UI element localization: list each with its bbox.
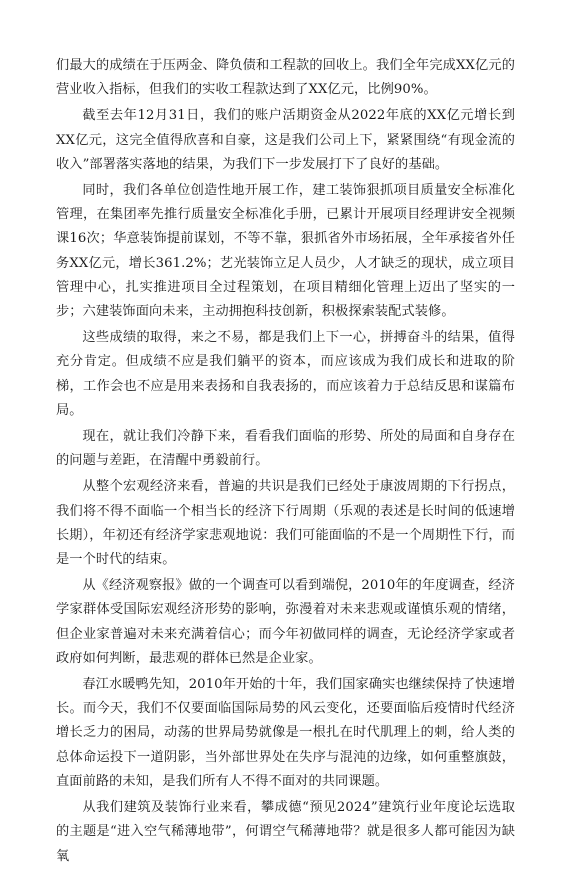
paragraph-4: 这些成绩的取得，来之不易，都是我们上下一心，拼搏奋斗的结果，值得充分肯定。但成绩不应是我们躺平的资本，而应该成为我们成长和进取的阶梯，工作会也不应是用来表扬和自我表扬的，而应该着力于总结反思和谋篇布局。	[56, 330, 515, 418]
paragraph-5: 现在，就让我们冷静下来，看看我们面临的形势、所处的局面和自身存在的问题与差距，在清醒中勇毅前行。	[56, 429, 515, 469]
paragraph-1: 们最大的成绩在于压两金、降负债和工程款的回收上。我们全年完成XX亿元的营业收入指标，但我们的实收工程款达到了XX亿元，比例90%。	[56, 58, 515, 98]
paragraph-7: 从《经济观察报》做的一个调查可以看到端倪，2010年的年度调查，经济学家群体受国际宏观经济形势的影响，弥漫着对未来悲观或谨慎乐观的情绪，但企业家普遍对未来充满着信心；而今年初做同样的调查，无论经济学家或者政府如何判断，最悲观的群体已然是企业家。	[56, 578, 515, 666]
paragraph-2: 截至去年12月31日，我们的账户活期资金从2022年底的XX亿元增长到XX亿元，这完全值得欣喜和自豪，这是我们公司上下，紧紧围绕“有现金流的收入”部署落实落地的结果，为我们下一步发展打下了良好的基础。	[56, 108, 515, 172]
paragraph-6: 从整个宏观经济来看，普遍的共识是我们已经处于康波周期的下行拐点，我们将不得不面临一个相当长的经济下行周期（乐观的表述是长时间的低速增长期），年初还有经济学家悲观地说：我们可能面临的不是一个周期性下行，而是一个时代的结束。	[56, 479, 515, 568]
document-body	[56, 54, 515, 871]
paragraph-9: 从我们建筑及装饰行业来看，攀成德“预见2024”建筑行业年度论坛选取的主题是“进入空气稀薄地带”，何谓空气稀薄地带？就是很多人都可能因为缺氧	[56, 800, 515, 864]
paragraph-8: 春江水暖鸭先知，2010年开始的十年，我们国家确实也继续保持了快速增长。而今天，我们不仅要面临国际局势的风云变化，还要面临后疫情时代经济增长乏力的困局，动荡的世界局势就像是一根扎在时代肌理上的刺，给人类的总体命运投下一道阴影，当外部世界处在失序与混沌的边缘，如何重整旗鼓，直面前路的未知，是我们所有人不得不面对的共同课题。	[56, 677, 515, 789]
paragraph-3: 同时，我们各单位创造性地开展工作，建工装饰狠抓项目质量安全标准化管理，在集团率先推行质量安全标准化手册，已累计开展项目经理讲安全视频课16次；华意装饰提前谋划，不等不靠，狠抓省外市场拓展，全年承接省外任务XX亿元，增长361.2%；艺光装饰立足人员少，人才缺乏的现状，成立项目管理中心，扎实推进项目全过程策划，在项目精细化管理上迈出了坚实的一步；六建装饰面向未来，主动拥抱科技创新，积极探索装配式装修。	[56, 183, 515, 320]
